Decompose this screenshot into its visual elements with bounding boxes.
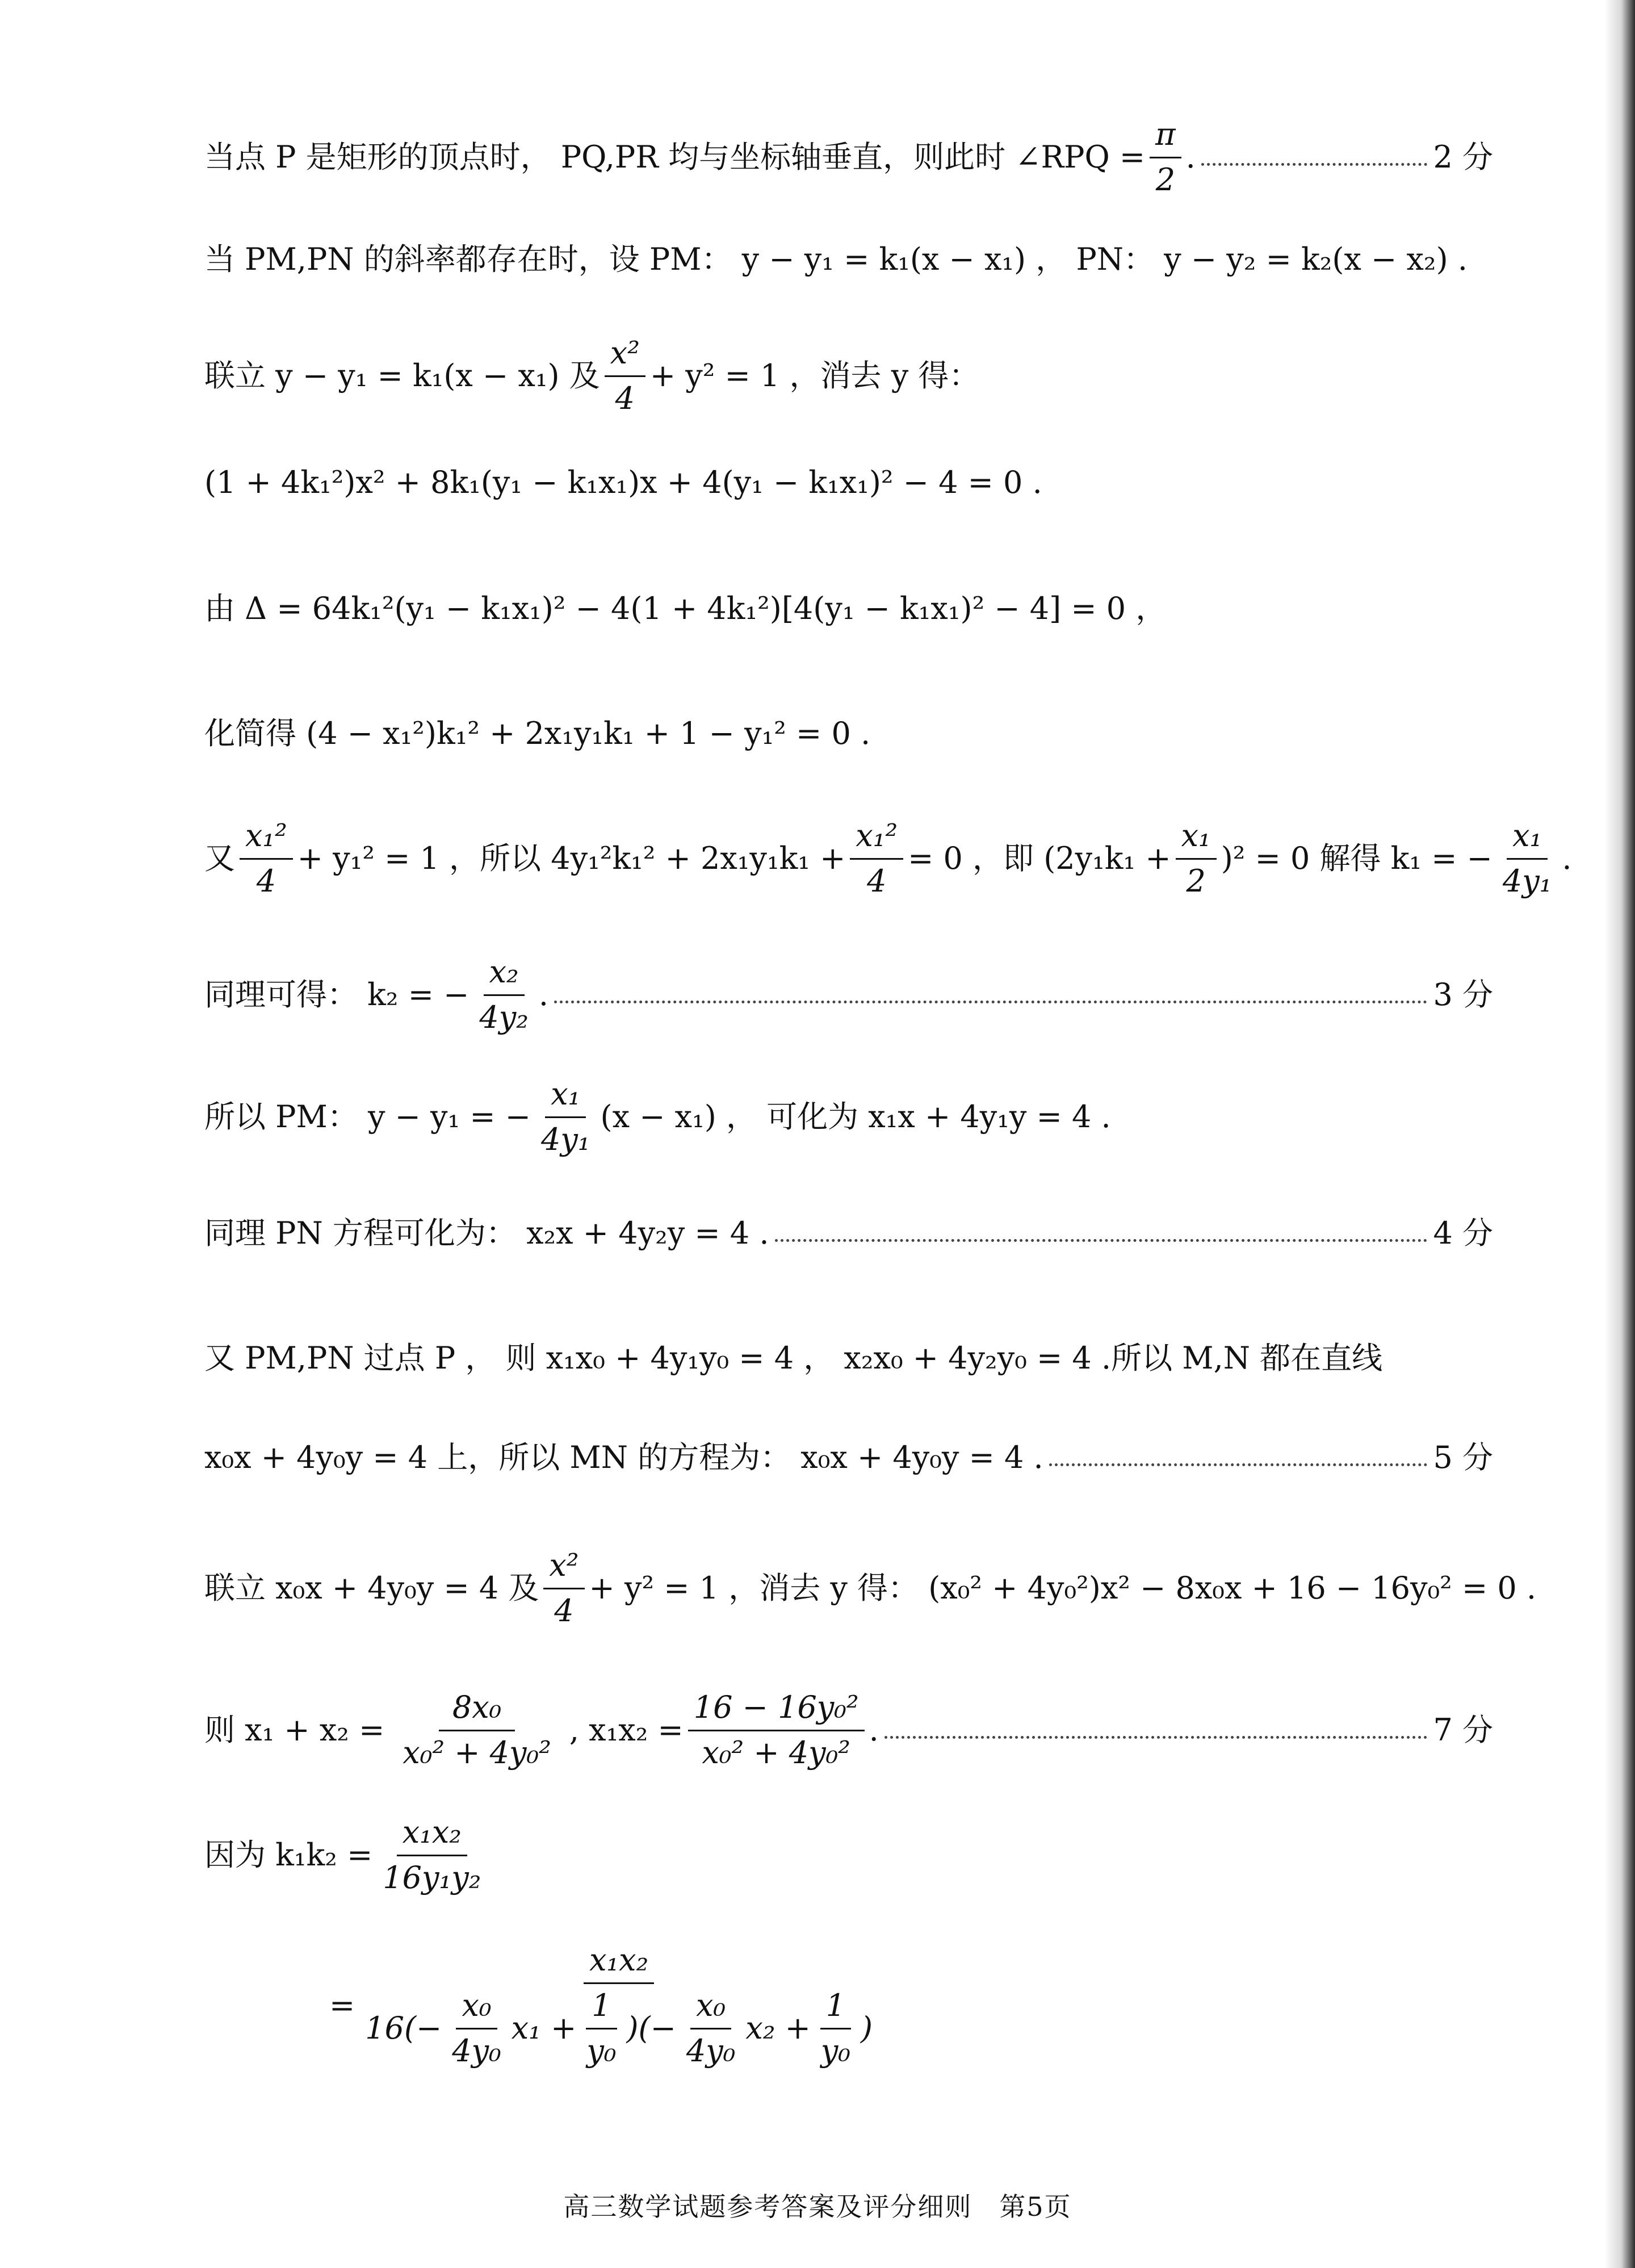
fraction-k1k2: $\frac{\text{x₁x₂}}{\text{16y₁y₂}}$ [383,1814,481,1895]
line-6 [204,715,870,752]
score-label: 2 分 [1433,139,1493,175]
score-leader-dots [1049,1463,1428,1466]
line-4 [204,465,1042,501]
fraction-x0-over-4y0-a: $\frac{\text{x₀}}{\text{4y₀}}$ [452,1987,501,2069]
fraction-x1-over-4y1: $\frac{\text{x₁}}{\text{4y₁}}$ [1502,818,1552,899]
score-label: 7 分 [1433,1712,1493,1748]
line-7: 又 $\frac{\text{x₁²}}{4}$ + y₁² = 1 ，所以 4y₁²k₁² + 2x₁y₁k₁ + $\frac{\text{x₁²}}{4}$ = 0 ，即 (2y₁k₁ + $\frac{\text{x₁}}{2}$ )² = 0 解得 k₁ = − $\frac{\text{x₁}}{\text{4y₁}}$ . [204,818,1572,899]
fraction-x1sq-over-4-b: $\frac{\text{x₁²}}{4}$ [850,818,903,900]
line-1-text: 当点 P 是矩形的顶点时， PQ,PR 均与坐标轴垂直，则此时 ∠RPQ = [204,139,1146,175]
fraction-x1-over-4y1-pm: $\frac{\text{x₁}}{\text{4y₁}}$ [541,1076,590,1157]
line-11: 又 PM,PN 过点 P ， 则 x₁x₀ + 4y₁y₀ = 4 ， x₂x₀ + 4y₂y₀ = 4 .所以 M,N 都在直线 [204,1340,1383,1376]
fraction-x0-over-4y0-b: $\frac{\text{x₀}}{\text{4y₀}}$ [686,1987,736,2069]
fraction-x2-over-4-b: $\frac{\text{x²}}{4}$ [543,1547,584,1630]
fraction-x1sq-over-4: $\frac{\text{x₁²}}{4}$ [240,818,293,900]
line-15: 因为 k₁k₂ = $\frac{\text{x₁x₂}}{\text{16y₁y₂}}$ [204,1814,491,1897]
fraction-sum-of-roots: $\frac{\text{8x₀}}{\text{x₀² + 4y₀²}}$ [403,1689,551,1771]
line-3: 联立 y − y₁ = k₁(x − x₁) 及 $\frac{\text{x²}}{4}$ + y² = 1 ，消去 y 得： [204,335,980,416]
line-13: 联立 x₀x + 4y₀y = 4 及 $\frac{\text{x²}}{4}$ + y² = 1 ，消去 y 得： (x₀² + 4y₀²)x² − 8x₀x + 16 − 16y₀² = 0 . [204,1547,1537,1629]
score-label: 3 分 [1433,976,1493,1012]
line-2 [204,241,1468,278]
score-leader-dots [775,1239,1428,1242]
line-12: x₀x + 4y₀y = 4 上，所以 MN 的方程为： x₀x + 4y₀y = 4 . 5 分 [204,1440,1493,1475]
score-label: 5 分 [1433,1440,1493,1475]
line-16: = x₁x₂ 16(− $\frac{\text{x₀}}{\text{4y₀}}$ x₁ + $\frac{1}{\text{y₀}}$ )(− $\frac{\text{x₀}}{\text{4y₀}}$ x₂ + $\frac{1}{\text{y₀}}$ ) [329,1942,883,2069]
line-14: 则 x₁ + x₂ = $\frac{\text{8x₀}}{\text{x₀² + 4y₀²}}$ , x₁x₂ = $\frac{\text{16 − 16y₀²}}{\text{x₀² + 4y₀²}}$ . 7 分 [204,1689,1493,1771]
score-leader-dots [554,1001,1427,1003]
line-8: 同理可得： k₂ = − $\frac{\text{x₂}}{\text{4y₂}}$ . 3 分 [204,954,1493,1035]
fraction-x1-over-2: $\frac{\text{x₁}}{2}$ [1176,818,1217,900]
fraction-x2-over-4y2: $\frac{\text{x₂}}{\text{4y₂}}$ [479,954,529,1035]
fraction-1-over-y0-b: $\frac{1}{\text{y₀}}$ [820,1987,851,2069]
score-leader-dots [1201,163,1428,166]
fraction-pi-over-2: $\frac{\pi}{2}$ [1150,116,1181,199]
fraction-product-of-roots: $\frac{\text{16 − 16y₀²}}{\text{x₀² + 4y₀²}}$ [688,1689,865,1772]
fraction-big-expansion: x₁x₂ 16(− $\frac{\text{x₀}}{\text{4y₀}}$ x₁ + $\frac{1}{\text{y₀}}$ )(− $\frac{\text{x₀}}{\text{4y₀}}$ x₂ + $\frac{1}{\text{y₀}}$ ) [365,1942,873,2069]
line-10: 同理 PN 方程可化为： x₂x + 4y₂y = 4 . 4 分 [204,1215,1493,1251]
score-label: 4 分 [1433,1215,1493,1251]
line-5-discriminant: 由 Δ = 64k₁²(y₁ − k₁x₁)² − 4(1 + 4k₁²)[4(y₁ − k₁x₁)² − 4] = 0 ， [204,591,1167,626]
score-leader-dots [884,1736,1428,1739]
line-6-simplified: 化简得 (4 − x₁²)k₁² + 2x₁y₁k₁ + 1 − y₁² = 0 . [204,715,871,751]
line-4-equation: (1 + 4k₁²)x² + 8k₁(y₁ − k₁x₁)x + 4(y₁ − k₁x₁)² − 4 = 0 . [204,465,1042,500]
scan-edge-shadow [1604,0,1635,2268]
fraction-x2-over-4: $\frac{\text{x²}}{4}$ [605,335,645,417]
line-1: 当点 P 是矩形的顶点时， PQ,PR 均与坐标轴垂直，则此时 ∠RPQ = $\frac{\pi}{2}$ . 2 分 [204,116,1493,198]
line-5 [204,591,1166,627]
page-footer: 高三数学试题参考答案及评分细则 第5页 [563,2191,1072,2222]
line-2-text: 当 PM,PN 的斜率都存在时，设 PM： y − y₁ = k₁(x − x₁) ， PN： y − y₂ = k₂(x − x₂) . [204,241,1468,277]
line-9: 所以 PM： y − y₁ = − $\frac{\text{x₁}}{\text{4y₁}}$ (x − x₁) ， 可化为 x₁x + 4y₁y = 4 . [204,1076,1111,1157]
fraction-1-over-y0-a: $\frac{1}{\text{y₀}}$ [586,1987,617,2069]
